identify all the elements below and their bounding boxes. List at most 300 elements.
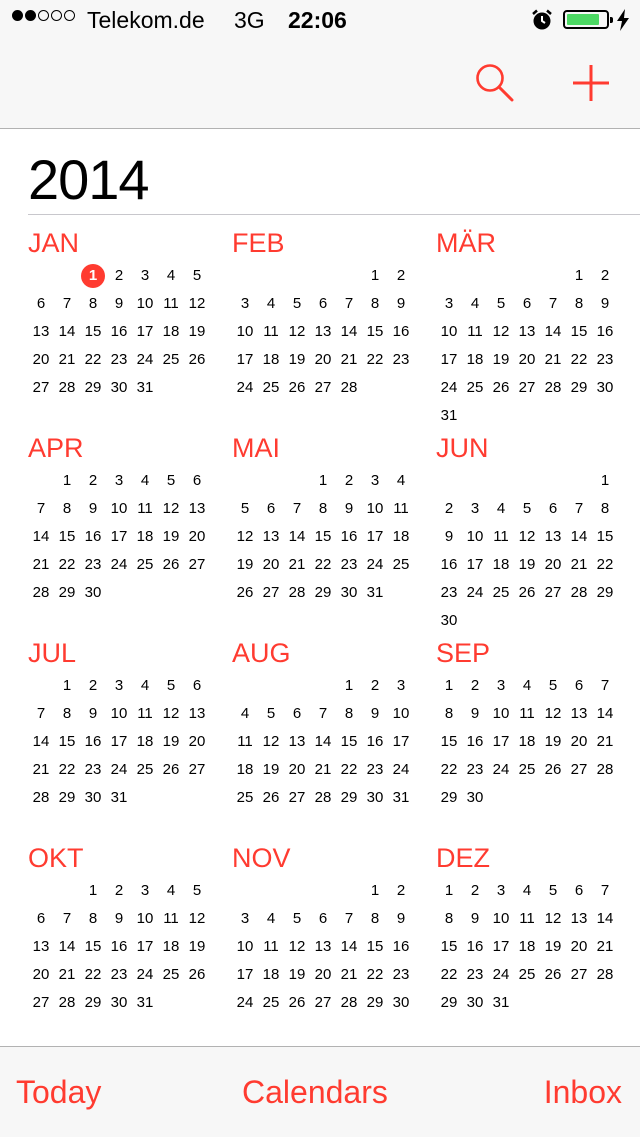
day-cell: 19 <box>162 528 180 545</box>
day-cell: 22 <box>570 351 588 368</box>
day-cell: 28 <box>596 761 614 778</box>
signal-dot <box>25 10 36 21</box>
month-12[interactable] <box>436 841 636 1046</box>
month-3[interactable] <box>436 226 636 431</box>
day-cell: 14 <box>340 938 358 955</box>
day-cell: 25 <box>162 966 180 983</box>
month-7[interactable] <box>28 636 228 841</box>
day-cell: 25 <box>492 584 510 601</box>
day-cell: 23 <box>340 556 358 573</box>
day-cell: 24 <box>110 761 128 778</box>
day-cell: 28 <box>314 789 332 806</box>
day-cell: 24 <box>236 994 254 1011</box>
day-cell: 12 <box>162 500 180 517</box>
day-cell: 4 <box>140 677 150 694</box>
day-cell: 3 <box>496 677 506 694</box>
day-cell: 28 <box>288 584 306 601</box>
day-cell: 17 <box>236 966 254 983</box>
day-cell: 30 <box>84 584 102 601</box>
day-cell: 26 <box>236 584 254 601</box>
day-cell: 22 <box>84 966 102 983</box>
day-cell: 3 <box>444 295 454 312</box>
day-cell: 27 <box>570 761 588 778</box>
day-cell: 15 <box>366 323 384 340</box>
day-cell: 26 <box>162 761 180 778</box>
month-1[interactable] <box>28 226 228 431</box>
day-cell: 25 <box>262 994 280 1011</box>
month-6[interactable] <box>436 431 636 636</box>
day-cell: 26 <box>188 351 206 368</box>
day-cell: 4 <box>266 910 276 927</box>
day-cell: 12 <box>188 910 206 927</box>
day-cell: 16 <box>110 938 128 955</box>
day-cell: 6 <box>266 500 276 517</box>
day-cell: 23 <box>392 966 410 983</box>
day-cell: 2 <box>600 267 610 284</box>
day-cell: 19 <box>162 733 180 750</box>
day-cell: 30 <box>466 789 484 806</box>
day-cell: 25 <box>518 966 536 983</box>
day-cell: 27 <box>32 379 50 396</box>
day-cell: 8 <box>574 295 584 312</box>
day-cell: 14 <box>544 323 562 340</box>
day-cell: 3 <box>496 882 506 899</box>
day-cell: 30 <box>440 612 458 629</box>
inbox-button[interactable]: Inbox <box>543 1074 622 1110</box>
day-cell: 11 <box>263 938 279 955</box>
day-cell: 14 <box>58 938 76 955</box>
day-cell: 17 <box>466 556 484 573</box>
day-cell: 15 <box>570 323 588 340</box>
day-cell: 6 <box>292 705 302 722</box>
day-cell: 7 <box>292 500 302 517</box>
day-cell: 28 <box>58 379 76 396</box>
day-cell: 13 <box>288 733 306 750</box>
day-cell: 19 <box>492 351 510 368</box>
day-cell: 5 <box>292 295 302 312</box>
day-cell: 13 <box>188 500 206 517</box>
day-cell: 8 <box>344 705 354 722</box>
day-cell: 2 <box>344 472 354 489</box>
day-cell: 14 <box>314 733 332 750</box>
day-cell: 7 <box>600 882 610 899</box>
day-cell: 8 <box>370 295 380 312</box>
signal-dot <box>64 10 75 21</box>
day-cell: 12 <box>492 323 510 340</box>
day-cell: 6 <box>318 295 328 312</box>
day-cell: 25 <box>262 379 280 396</box>
day-cell: 15 <box>84 323 102 340</box>
day-cell: 19 <box>236 556 254 573</box>
day-cell: 30 <box>466 994 484 1011</box>
day-cell: 18 <box>236 761 254 778</box>
day-cell: 27 <box>544 584 562 601</box>
signal-strength-indicator <box>12 10 75 21</box>
day-cell: 21 <box>314 761 332 778</box>
month-11[interactable] <box>232 841 432 1046</box>
day-cell: 29 <box>340 789 358 806</box>
day-cell: 10 <box>136 910 154 927</box>
month-9[interactable] <box>436 636 636 841</box>
day-cell: 13 <box>314 938 332 955</box>
day-cell: 1 <box>62 677 72 694</box>
month-10[interactable] <box>28 841 228 1046</box>
day-cell: 27 <box>188 761 206 778</box>
day-cell: 26 <box>162 556 180 573</box>
day-cell: 20 <box>32 351 50 368</box>
day-cell: 14 <box>288 528 306 545</box>
day-cell: 5 <box>548 882 558 899</box>
day-cell: 23 <box>466 966 484 983</box>
day-cell: 16 <box>110 323 128 340</box>
day-cell: 7 <box>600 677 610 694</box>
day-cell: 8 <box>88 910 98 927</box>
day-cell: 9 <box>370 705 380 722</box>
day-cell: 5 <box>240 500 250 517</box>
day-cell: 14 <box>570 528 588 545</box>
day-cell: 18 <box>162 938 180 955</box>
day-cell: 21 <box>596 938 614 955</box>
plus-icon <box>566 58 616 108</box>
day-cell: 10 <box>466 528 484 545</box>
day-cell: 27 <box>262 584 280 601</box>
day-cell: 23 <box>596 351 614 368</box>
navigation-bar <box>0 40 640 129</box>
day-cell: 29 <box>84 994 102 1011</box>
day-cell: 1 <box>62 472 72 489</box>
day-cell: 16 <box>440 556 458 573</box>
day-cell: 9 <box>470 705 480 722</box>
day-cell: 22 <box>366 966 384 983</box>
day-cell: 3 <box>396 677 406 694</box>
day-cell: 3 <box>470 500 480 517</box>
day-cell: 3 <box>240 910 250 927</box>
day-cell: 14 <box>32 528 50 545</box>
day-cell: 11 <box>263 323 279 340</box>
day-cell: 29 <box>314 584 332 601</box>
day-cell: 9 <box>396 910 406 927</box>
day-cell: 20 <box>262 556 280 573</box>
day-cell: 24 <box>136 351 154 368</box>
day-cell: 17 <box>392 733 410 750</box>
day-cell: 19 <box>262 761 280 778</box>
day-cell: 23 <box>84 556 102 573</box>
day-cell: 8 <box>600 500 610 517</box>
day-cell: 9 <box>396 295 406 312</box>
day-cell: 11 <box>393 500 409 517</box>
day-cell: 16 <box>84 528 102 545</box>
charging-bolt-icon <box>616 9 630 36</box>
day-cell: 12 <box>544 705 562 722</box>
day-cell: 20 <box>188 528 206 545</box>
day-cell: 18 <box>162 323 180 340</box>
day-cell: 28 <box>596 966 614 983</box>
day-cell: 27 <box>288 789 306 806</box>
day-cell: 4 <box>166 882 176 899</box>
day-cell: 6 <box>36 910 46 927</box>
search-icon <box>470 58 520 108</box>
status-bar <box>0 0 640 40</box>
day-cell: 7 <box>344 295 354 312</box>
day-cell: 29 <box>58 584 76 601</box>
day-cell: 15 <box>84 938 102 955</box>
year-month-grid <box>0 226 640 1046</box>
day-cell: 18 <box>136 528 154 545</box>
day-cell: 27 <box>314 379 332 396</box>
day-cell: 29 <box>366 994 384 1011</box>
day-cell: 23 <box>110 966 128 983</box>
day-cell: 15 <box>596 528 614 545</box>
day-cell: 7 <box>62 295 72 312</box>
month-name: JUL <box>28 638 77 668</box>
day-cell: 30 <box>110 379 128 396</box>
day-cell: 11 <box>467 323 483 340</box>
day-cell: 23 <box>366 761 384 778</box>
month-5[interactable] <box>232 431 432 636</box>
day-cell: 21 <box>340 351 358 368</box>
day-cell: 10 <box>110 705 128 722</box>
day-cell: 21 <box>58 966 76 983</box>
day-cell: 24 <box>236 379 254 396</box>
day-cell: 4 <box>496 500 506 517</box>
day-cell: 6 <box>574 677 584 694</box>
day-cell: 17 <box>492 938 510 955</box>
day-cell: 11 <box>163 295 179 312</box>
day-cell: 20 <box>518 351 536 368</box>
day-cell: 19 <box>288 351 306 368</box>
day-cell: 6 <box>522 295 532 312</box>
day-cell: 2 <box>470 882 480 899</box>
day-cell: 22 <box>366 351 384 368</box>
battery-indicator <box>563 10 609 29</box>
day-cell: 14 <box>596 705 614 722</box>
day-cell: 7 <box>344 910 354 927</box>
day-cell: 27 <box>518 379 536 396</box>
day-cell: 11 <box>237 733 253 750</box>
day-cell: 26 <box>544 761 562 778</box>
day-cell: 12 <box>236 528 254 545</box>
day-cell: 5 <box>166 677 176 694</box>
day-cell: 9 <box>470 910 480 927</box>
day-cell: 16 <box>340 528 358 545</box>
battery-tip <box>610 17 613 23</box>
month-2[interactable] <box>232 226 432 431</box>
day-cell: 1 <box>574 267 584 284</box>
day-cell: 8 <box>62 705 72 722</box>
day-cell: 23 <box>440 584 458 601</box>
day-cell: 24 <box>366 556 384 573</box>
month-name: JUN <box>436 433 489 463</box>
day-cell: 18 <box>518 938 536 955</box>
day-cell: 15 <box>58 733 76 750</box>
day-cell: 21 <box>544 351 562 368</box>
year-title: 2014 <box>28 148 149 211</box>
day-cell: 9 <box>444 528 454 545</box>
signal-dot <box>12 10 23 21</box>
month-name: MAI <box>232 433 281 463</box>
day-cell: 18 <box>392 528 410 545</box>
day-cell: 2 <box>396 882 406 899</box>
day-cell: 23 <box>466 761 484 778</box>
day-cell: 30 <box>110 994 128 1011</box>
carrier-name: Telekom.de <box>87 7 205 33</box>
day-cell: 5 <box>166 472 176 489</box>
day-cell: 18 <box>518 733 536 750</box>
day-cell: 4 <box>470 295 480 312</box>
day-cell: 28 <box>340 994 358 1011</box>
day-cell: 16 <box>466 938 484 955</box>
day-cell: 1 <box>318 472 328 489</box>
day-cell: 4 <box>166 267 176 284</box>
day-cell: 31 <box>492 994 510 1011</box>
day-cell: 5 <box>292 910 302 927</box>
day-cell: 23 <box>392 351 410 368</box>
day-cell: 5 <box>522 500 532 517</box>
day-cell: 22 <box>340 761 358 778</box>
month-8[interactable] <box>232 636 432 841</box>
month-name: OKT <box>28 843 84 873</box>
day-cell: 24 <box>492 966 510 983</box>
day-cell: 10 <box>110 500 128 517</box>
day-cell: 9 <box>600 295 610 312</box>
day-cell: 30 <box>366 789 384 806</box>
search-button[interactable] <box>470 58 520 108</box>
day-cell: 15 <box>440 733 458 750</box>
day-cell: 4 <box>522 882 532 899</box>
day-cell: 8 <box>370 910 380 927</box>
day-cell: 29 <box>58 789 76 806</box>
day-cell: 22 <box>58 556 76 573</box>
day-cell: 26 <box>492 379 510 396</box>
day-cell: 13 <box>570 910 588 927</box>
day-cell: 21 <box>58 351 76 368</box>
day-cell: 8 <box>444 910 454 927</box>
day-cell: 1 <box>370 882 380 899</box>
day-cell: 30 <box>84 789 102 806</box>
add-event-button[interactable] <box>566 58 616 108</box>
day-cell: 15 <box>366 938 384 955</box>
day-cell: 18 <box>466 351 484 368</box>
day-cell: 12 <box>544 910 562 927</box>
day-cell: 21 <box>32 761 50 778</box>
day-cell: 25 <box>236 789 254 806</box>
day-cell: 28 <box>32 584 50 601</box>
day-cell: 20 <box>288 761 306 778</box>
day-cell: 12 <box>518 528 536 545</box>
day-cell: 10 <box>366 500 384 517</box>
day-cell: 13 <box>32 323 50 340</box>
signal-dot <box>38 10 49 21</box>
day-cell: 23 <box>84 761 102 778</box>
day-cell: 6 <box>548 500 558 517</box>
day-cell: 31 <box>392 789 410 806</box>
tab-bar <box>0 1046 640 1137</box>
year-divider <box>28 214 640 215</box>
day-cell: 25 <box>392 556 410 573</box>
day-cell: 9 <box>88 705 98 722</box>
status-time: 22:06 <box>288 7 347 33</box>
day-cell: 6 <box>192 677 202 694</box>
day-cell: 13 <box>32 938 50 955</box>
day-cell: 26 <box>262 789 280 806</box>
day-cell: 10 <box>236 323 254 340</box>
day-cell: 3 <box>114 677 124 694</box>
day-cell: 27 <box>32 994 50 1011</box>
day-cell: 6 <box>36 295 46 312</box>
day-cell: 20 <box>544 556 562 573</box>
day-cell: 31 <box>110 789 128 806</box>
day-cell: 14 <box>58 323 76 340</box>
day-cell: 19 <box>188 938 206 955</box>
day-cell: 19 <box>518 556 536 573</box>
day-cell: 24 <box>136 966 154 983</box>
day-cell: 26 <box>544 966 562 983</box>
day-cell: 12 <box>188 295 206 312</box>
day-cell: 28 <box>32 789 50 806</box>
day-cell: 1 <box>88 882 98 899</box>
day-cell: 3 <box>140 267 150 284</box>
day-cell: 30 <box>340 584 358 601</box>
day-cell: 20 <box>570 733 588 750</box>
day-cell: 21 <box>340 966 358 983</box>
day-cell: 4 <box>140 472 150 489</box>
day-cell: 26 <box>288 994 306 1011</box>
day-cell: 22 <box>84 351 102 368</box>
day-cell: 10 <box>136 295 154 312</box>
day-cell: 31 <box>440 407 458 424</box>
day-cell: 16 <box>596 323 614 340</box>
day-cell: 24 <box>440 379 458 396</box>
month-name: FEB <box>232 228 285 258</box>
day-cell: 3 <box>240 295 250 312</box>
alarm-clock-icon <box>531 9 553 36</box>
day-cell: 14 <box>32 733 50 750</box>
day-cell: 10 <box>392 705 410 722</box>
day-cell: 28 <box>544 379 562 396</box>
day-cell: 10 <box>236 938 254 955</box>
day-cell: 17 <box>366 528 384 545</box>
day-cell: 17 <box>110 528 128 545</box>
day-cell: 7 <box>62 910 72 927</box>
day-cell: 17 <box>492 733 510 750</box>
month-4[interactable] <box>28 431 228 636</box>
today-button[interactable]: Today <box>16 1074 102 1110</box>
day-cell: 5 <box>192 882 202 899</box>
day-cell: 18 <box>262 966 280 983</box>
day-cell: 29 <box>440 994 458 1011</box>
day-cell: 21 <box>288 556 306 573</box>
day-cell: 28 <box>570 584 588 601</box>
day-cell: 11 <box>137 705 153 722</box>
day-cell: 13 <box>262 528 280 545</box>
day-cell: 13 <box>544 528 562 545</box>
day-cell: 17 <box>136 323 154 340</box>
day-cell: 24 <box>392 761 410 778</box>
day-cell: 9 <box>114 295 124 312</box>
day-cell: 25 <box>136 556 154 573</box>
network-type: 3G <box>234 7 265 33</box>
day-cell: 9 <box>88 500 98 517</box>
day-cell: 9 <box>114 910 124 927</box>
day-cell: 31 <box>136 379 154 396</box>
day-cell: 26 <box>518 584 536 601</box>
calendars-button[interactable]: Calendars <box>242 1074 388 1110</box>
day-cell: 4 <box>240 705 250 722</box>
day-cell: 2 <box>114 267 124 284</box>
day-cell: 11 <box>163 910 179 927</box>
month-name: AUG <box>232 638 291 668</box>
day-cell: 20 <box>314 351 332 368</box>
